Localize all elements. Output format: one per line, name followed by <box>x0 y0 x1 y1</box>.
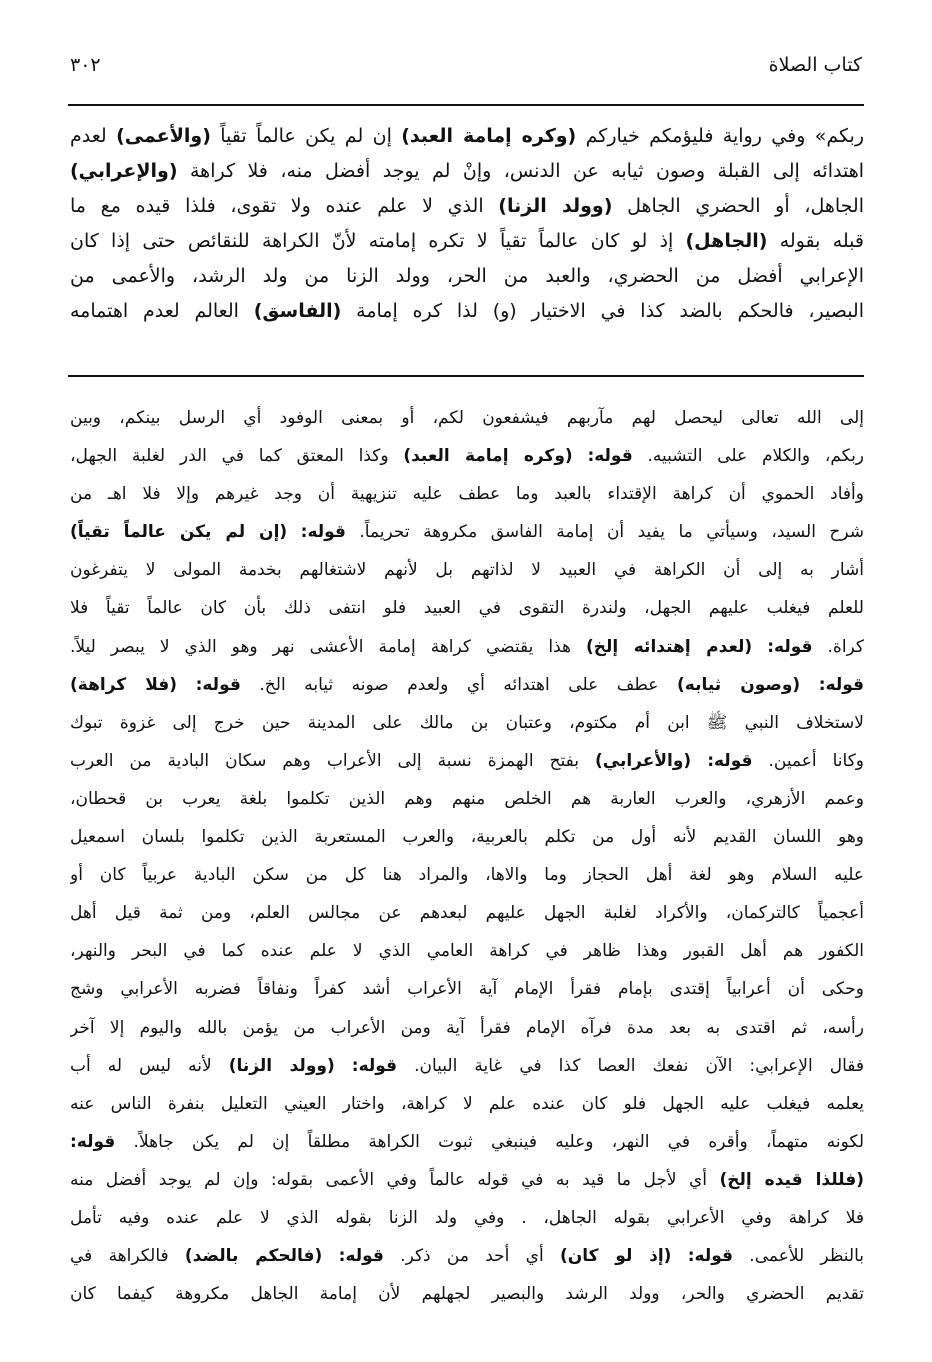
text-segment: أعجمياً كالتركمان، والأكراد لغلبة الجهل عليهم لبعدهم عن مجالس العلم، ومن ثمة قيل أهل <box>70 903 864 924</box>
text-segment: وحكى أن أعرابياً إقتدى بإمام فقرأ الإمام آية الأعراب أشد كفراً ونفاقاً فضربه الأعرابي وشج <box>70 979 864 1000</box>
main-text-line <box>70 259 864 294</box>
text-segment: شرح السيد، وسيأتي ما يفيد أن إمامة الفاسق مكروهة تحريماً. <box>345 522 864 543</box>
main-text-line <box>70 154 864 189</box>
text-segment <box>287 522 300 542</box>
text-segment: رأسه، ثم اقتدى به بعد مدة فرآه الإمام فقرأ آية ومن الأعراب من يؤمن بالله واليوم إلا آخر <box>70 1017 864 1038</box>
text-segment <box>752 637 767 657</box>
footnote-separator-rule <box>68 375 864 377</box>
text-segment: للعلم فيغلب عليهم الجهل، ولندرة التقوى في العبيد فلو انتفى ذلك بأن كان عالماً تقياً فلا <box>70 598 864 619</box>
footnote-line <box>70 894 864 932</box>
text-segment: هذا يقتضي كراهة إمامة الأعشى نهر وهو الذي لا يبصر ليلاً. <box>70 636 586 657</box>
bold-text-segment: (الجاهل) <box>685 230 768 252</box>
main-text-line <box>70 294 864 329</box>
bold-text-segment: (إذ لو كان) <box>559 1246 672 1267</box>
footnote-line <box>70 1009 864 1047</box>
text-segment: الكفور هم أهل القبور وهذا ظاهر في كراهة العامي الذي لا علم عنده كما في البحر والنهر، <box>70 941 864 962</box>
footnote-line <box>70 1237 864 1275</box>
text-segment: أي أحد من ذكر. <box>383 1246 560 1267</box>
footnotes <box>70 399 864 1313</box>
bold-text-segment: قوله: <box>818 674 864 695</box>
page-number: ٣٠٢ <box>70 54 101 76</box>
footnote-line <box>70 551 864 589</box>
bold-text-segment: (وكره إمامة العبد) <box>401 125 577 147</box>
text-segment <box>800 675 819 695</box>
bold-text-segment: (فالحكم بالضد) <box>184 1246 323 1267</box>
bold-text-segment: قوله: <box>195 674 241 695</box>
footnote-line <box>70 666 864 704</box>
text-segment <box>671 1246 687 1266</box>
footnote-line <box>70 437 864 475</box>
footnote-line <box>70 1161 864 1199</box>
footnote-line <box>70 932 864 970</box>
footnote-line <box>70 628 864 666</box>
bold-text-segment: قوله: <box>707 750 753 771</box>
bold-text-segment: (لعدم إهتدائه إلخ) <box>586 636 753 657</box>
main-text <box>70 119 864 329</box>
text-segment: وهو اللسان القديم لأنه أول من تكلم بالعربية، والعرب المستعربة الذين تكلموا بلسان اسمعيل <box>70 827 864 848</box>
text-segment: أشار به إلى أن الكراهة في العبيد لا لذاتهم بل لأنهم لاشتغالهم بخدمة المولى لا يتفرغون <box>70 560 864 581</box>
text-segment: لاستخلاف النبي ﷺ ابن أم مكتوم، وعتبان بن مالك على المدينة حين خرج إلى غزوة تبوك <box>70 712 864 733</box>
footnote-line <box>70 742 864 780</box>
footnote-line <box>70 818 864 856</box>
bold-text-segment: قوله: <box>338 1246 384 1267</box>
text-segment: عليه السلام وهو لغة أهل الحجاز وما والاها، والمراد هنا كل من سكن البادية عربياً كان أو <box>70 865 864 886</box>
bold-text-segment: (والإعرابي) <box>70 160 178 182</box>
text-segment: ربكم، والكلام على التشبيه. <box>632 446 864 467</box>
text-segment: وكانا أعمين. <box>752 750 864 771</box>
footnote-line <box>70 856 864 894</box>
text-segment: العالم لعدم اهتمامه <box>70 300 254 322</box>
main-text-line <box>70 224 864 259</box>
text-segment: لكونه متهماً، وأقره في النهر، وعليه فينبغي ثبوت الكراهة مطلقاً إن لم يكن جاهلاً. <box>115 1131 864 1152</box>
text-segment: وعمم الأزهري، والعرب العاربة هم الخلص منهم وهم الذين تكلموا بلغة يعرب بن قحطان، <box>70 788 864 809</box>
bold-text-segment: قوله: <box>687 1246 734 1267</box>
running-title: كتاب الصلاة <box>768 54 862 76</box>
text-segment: الإعرابي أفضل من الحضري، والعبد من الحر، وولد الزنا من ولد الرشد، والأعمى من <box>70 265 864 287</box>
text-segment: تقديم الحضري والحر، وولد الرشد والبصير لجهلهم لأن إمامة الجاهل مكروهة كيفما كان <box>70 1284 864 1305</box>
text-segment: فقال الإعرابي: الآن نفعك العصا كذا في غاية البيان. <box>397 1055 864 1076</box>
text-segment: بالنظر للأعمى. <box>733 1246 864 1267</box>
main-text-line <box>70 119 864 154</box>
bold-text-segment: (إن لم يكن عالماً تقياً) <box>70 522 288 543</box>
text-segment: يعلمه فيغلب عليه الجهل فلو كان عنده علم لا كراهة، واختار العيني التعليل بنفرة الناس عنه <box>70 1093 864 1114</box>
text-segment: وأفاد الحموي أن كراهة الإقتداء بالعبد وما عطف عليه تنزيهية أن وجد غيرهم وإلا فلا اهـ من <box>70 484 864 505</box>
bold-text-segment: قوله: <box>767 636 813 657</box>
text-segment: البصير، فالحكم بالضد كذا في الاختيار (و) لذا كره إمامة <box>341 300 864 322</box>
text-segment: اهتدائه إلى القبلة وصون ثيابه عن الدنس، وإنْ لم يوجد أفضل منه، فلا كراهة <box>177 160 864 182</box>
text-segment: بفتح الهمزة نسبة إلى الأعراب وهم سكان البادية من العرب <box>70 750 595 771</box>
bold-text-segment: (والأعمى) <box>116 125 211 147</box>
text-segment <box>335 1056 352 1076</box>
footnote-line <box>70 704 864 742</box>
bold-text-segment: قوله: <box>587 446 633 467</box>
text-segment: ربكم» وفي رواية فليؤمكم خياركم <box>576 125 864 147</box>
footnote-line <box>70 1123 864 1161</box>
main-text-line <box>70 189 864 224</box>
text-segment: إلى الله تعالى ليحصل لهم مآربهم فيشفعون لكم، أو بمعنى الوفود أي الرسل بينكم، وبين <box>70 408 864 428</box>
text-segment: إن لم يكن عالماً تقياً <box>210 125 402 147</box>
bold-text-segment: قوله: <box>351 1055 398 1076</box>
bold-text-segment: قوله: <box>300 522 346 543</box>
footnote-line <box>70 1199 864 1237</box>
bold-text-segment: قوله: <box>70 1131 116 1152</box>
text-segment: عطف على اهتدائه أي ولعدم صونه ثيابه الخ. <box>240 674 677 695</box>
text-segment: الجاهل، أو الحضري الجاهل <box>612 195 864 217</box>
bold-text-segment: (فللذا قيده إلخ) <box>719 1169 864 1190</box>
footnote-line <box>70 589 864 627</box>
footnote-line <box>70 475 864 513</box>
bold-text-segment: (فلا كراهة) <box>70 674 178 695</box>
bold-text-segment: (والأعرابي) <box>595 750 692 771</box>
footnote-line <box>70 970 864 1008</box>
text-segment: أي لأجل ما قيد به في قوله عالماً وفي الأعمى بقوله: وإن لم يوجد أفضل منه <box>70 1169 720 1190</box>
footnote-line <box>70 1085 864 1123</box>
footnote-line <box>70 399 864 437</box>
bold-text-segment: (وكره إمامة العبد) <box>403 446 573 467</box>
footnote-line <box>70 780 864 818</box>
header-rule <box>68 104 864 106</box>
text-segment <box>691 751 707 771</box>
bold-text-segment: (وولد الزنا) <box>228 1055 335 1076</box>
text-segment <box>573 446 588 466</box>
bold-text-segment: (وصون ثيابه) <box>677 674 801 695</box>
bold-text-segment: (الفاسق) <box>253 300 342 322</box>
text-segment <box>322 1246 338 1266</box>
footnote-line <box>70 1047 864 1085</box>
text-segment: لعدم <box>70 125 117 147</box>
text-segment: لأنه ليس له أب <box>70 1055 229 1076</box>
text-segment: إذ لو كان عالماً تقياً لا تكره إمامته لأنّ الكراهة للنقائص حتى إذا كان <box>70 230 686 252</box>
text-segment <box>177 675 196 695</box>
footnote-line <box>70 1275 864 1313</box>
text-segment: قبله بقوله <box>767 230 864 252</box>
text-segment: فلا كراهة وفي الأعرابي بقوله الجاهل، . وفي ولد الزنا بقوله الذي لا علم عنده وفيه تأمل <box>70 1207 864 1228</box>
bold-text-segment: (وولد الزنا) <box>498 195 613 217</box>
text-segment: وكذا المعتق كما في الدر لغلبة الجهل، <box>70 446 404 467</box>
text-segment: فالكراهة في <box>70 1246 185 1267</box>
text-segment: الذي لا علم عنده ولا تقوى، فلذا قيده مع ما <box>70 195 499 217</box>
footnote-line <box>70 513 864 551</box>
text-segment: كراة. <box>812 636 864 657</box>
